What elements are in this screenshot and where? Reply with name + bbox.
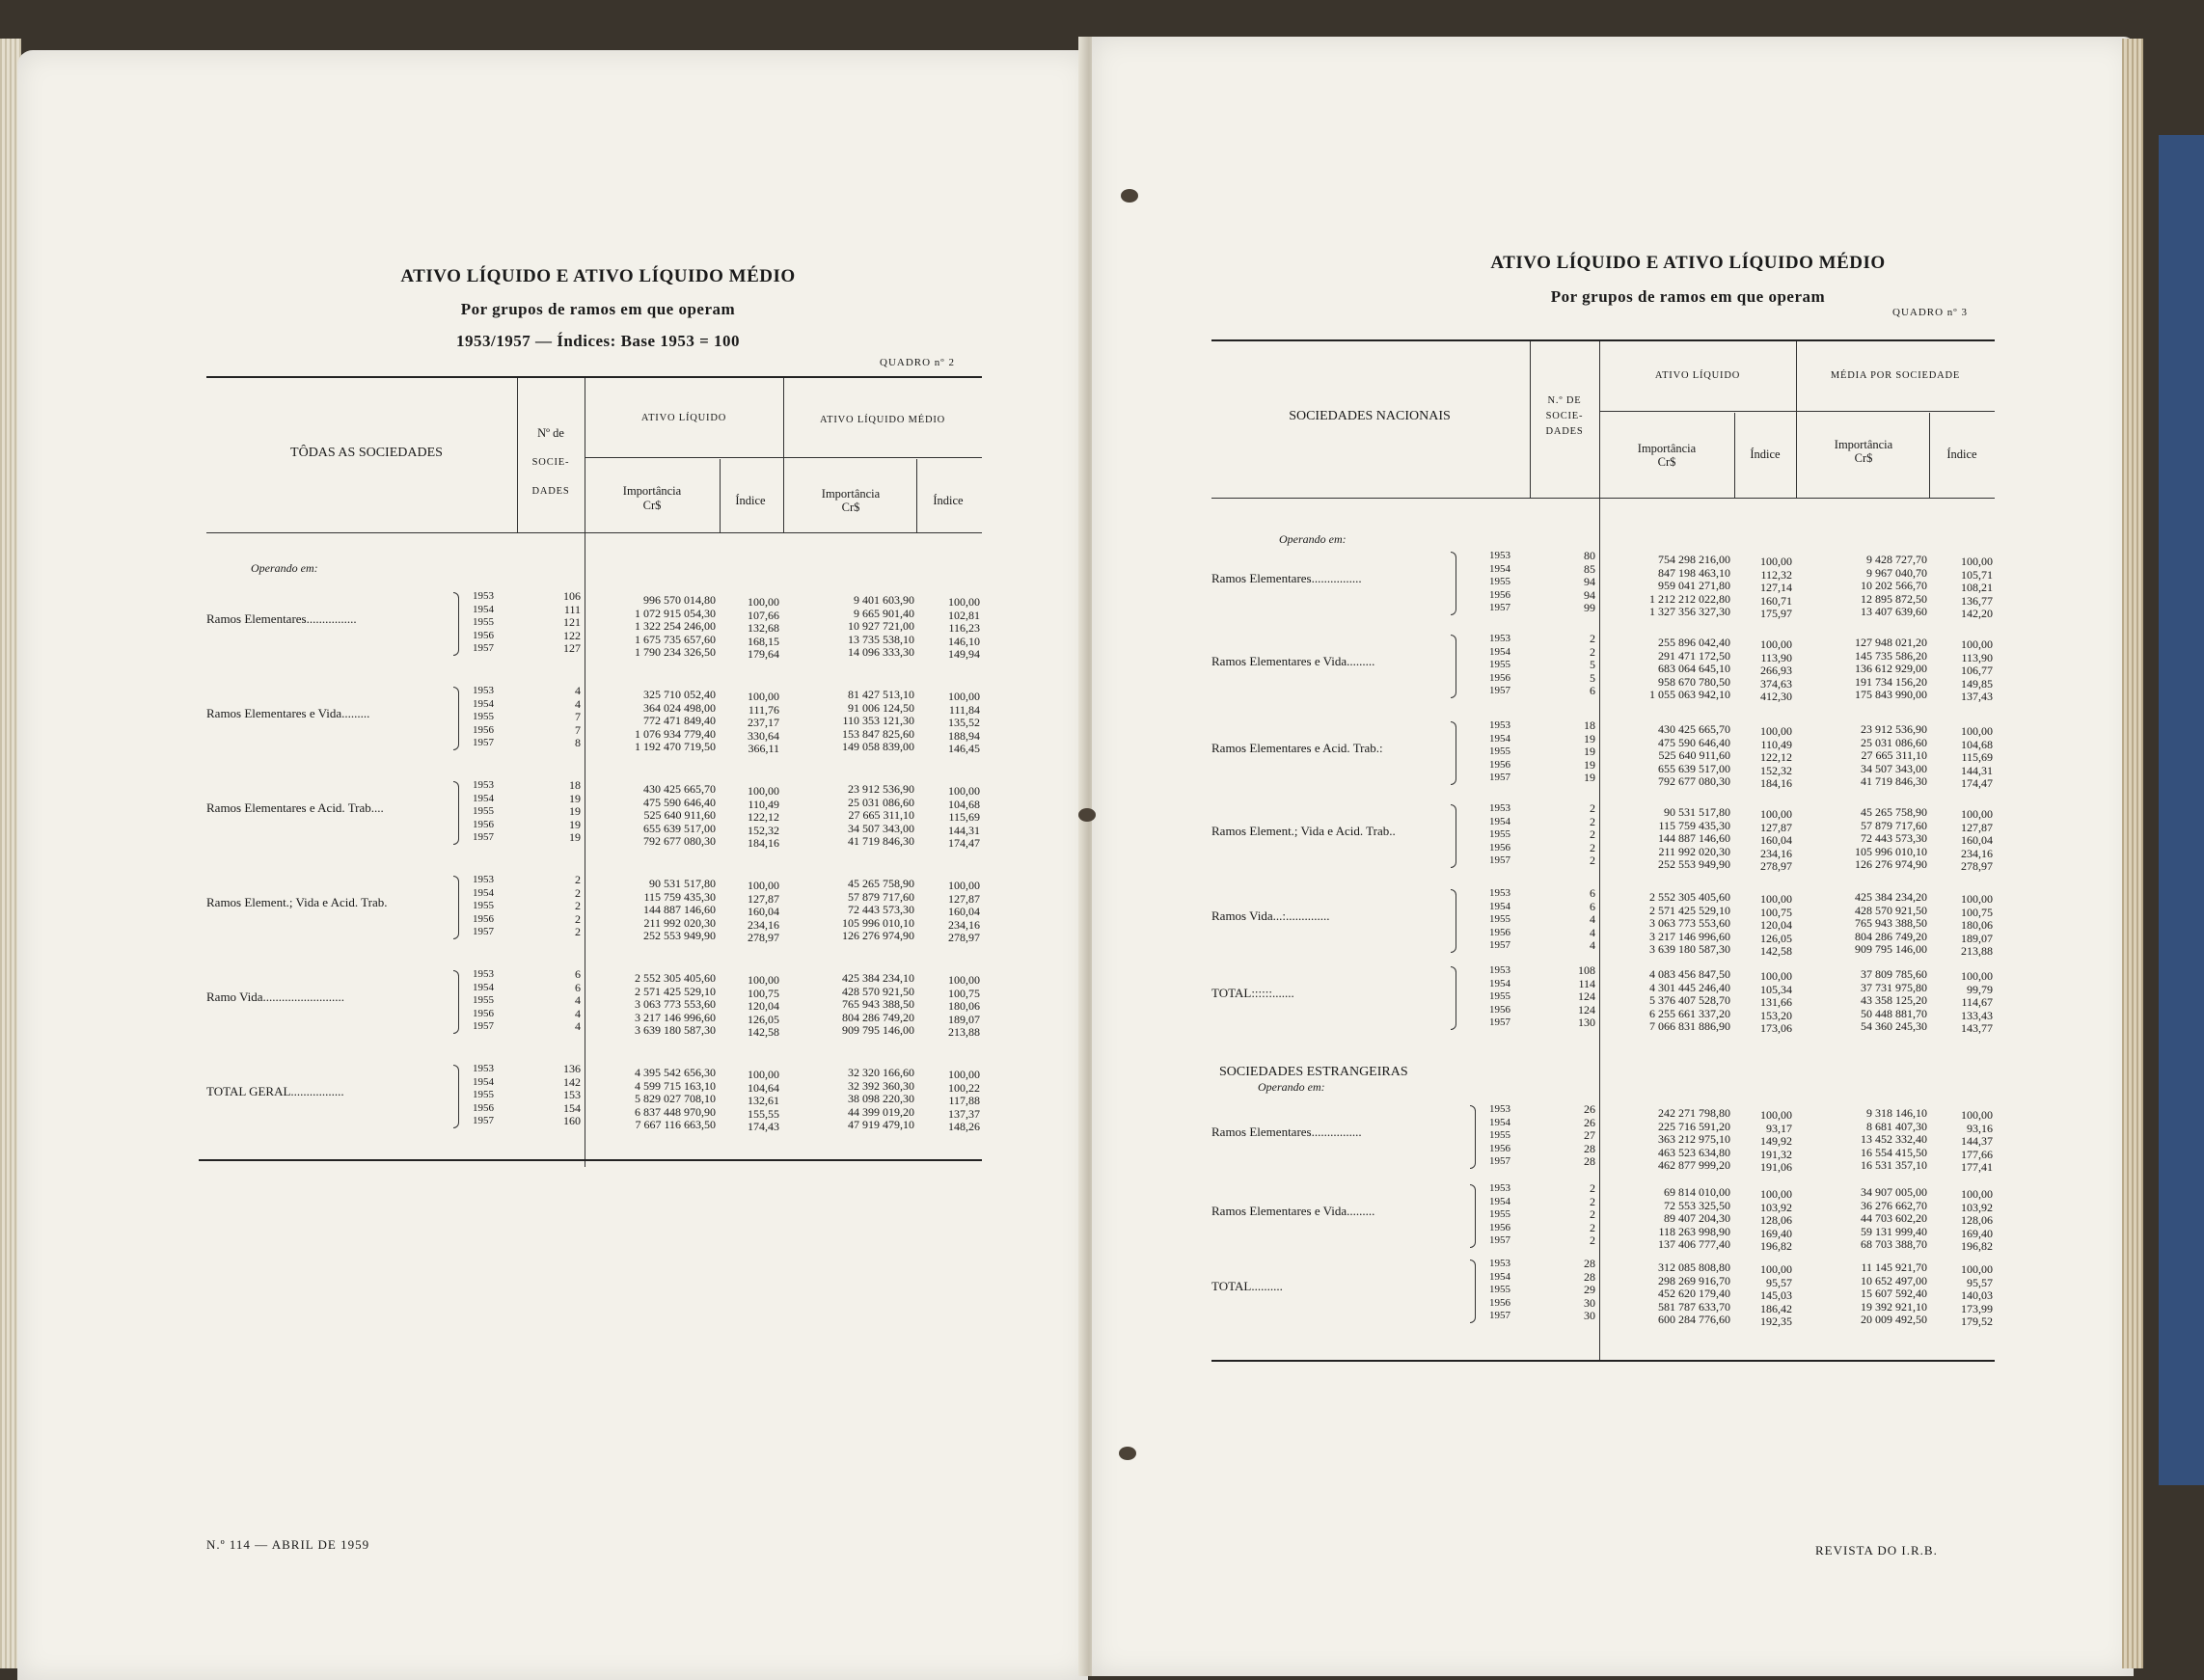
row-importancia-medio: 11 145 921,70 10 652 497,00 15 607 592,40 19 392 921,10 20 009 492,50 xyxy=(1861,1260,1927,1326)
left-col-cr-medio: Cr$ xyxy=(841,501,860,514)
right-quadro-label: QUADRO nº 3 xyxy=(1892,307,1968,318)
row-indice: 100,00 112,32 127,14 160,71 175,97 xyxy=(1760,555,1792,620)
right-col-divider xyxy=(1796,341,1797,498)
row-label: Ramo Vida.......................... xyxy=(206,989,345,1004)
row-importancia: 325 710 052,40 364 024 498,00 772 471 849,40 1 076 934 779,40 1 192 470 719,50 xyxy=(635,688,716,753)
right-col-importancia-media: Importância xyxy=(1834,438,1893,451)
row-nsoc: 108 114 124 124 130 xyxy=(1578,963,1595,1029)
row-indice: 100,00 127,87 160,04 234,16 278,97 xyxy=(748,879,779,944)
row-brace xyxy=(453,876,459,939)
row-years: 1953 1954 1955 1956 1957 xyxy=(473,968,494,1032)
row-years: 1953 1954 1955 1956 1957 xyxy=(473,874,494,937)
right-col-importancia: Importância xyxy=(1637,442,1697,455)
row-years: 1953 1954 1955 1956 1957 xyxy=(1489,887,1510,951)
book-page-edges-right xyxy=(2122,39,2143,1668)
row-importancia: 242 271 798,80 225 716 591,20 363 212 975,10 463 523 634,80 462 877 999,20 xyxy=(1658,1106,1730,1172)
row-label: Ramos Element.; Vida e Acid. Trab. xyxy=(206,895,388,909)
row-label: Ramos Element.; Vida e Acid. Trab.. xyxy=(1211,824,1396,838)
left-subtitle-base: 1953/1957 — Índices: Base 1953 = 100 xyxy=(455,332,741,350)
row-importancia: 255 896 042,40 291 471 172,50 683 064 645,10 958 670 780,50 1 055 063 942,10 xyxy=(1649,636,1730,701)
right-col-nsoc: N.º DE xyxy=(1547,395,1582,406)
row-brace xyxy=(453,1065,459,1128)
binding-stitch xyxy=(1078,808,1096,822)
row-label: TOTAL::::::....... xyxy=(1211,986,1294,1000)
row-brace xyxy=(453,970,459,1034)
left-col-divider xyxy=(517,378,518,532)
row-indice-medio: 100,00 104,68 115,69 144,31 174,47 xyxy=(1961,724,1993,790)
right-col-indice-media: Índice xyxy=(1946,447,1977,461)
left-operando-label: Operando em: xyxy=(251,561,318,575)
row-years: 1953 1954 1955 1956 1957 xyxy=(1489,802,1510,866)
right-table-top-rule xyxy=(1211,339,1995,341)
left-col-importancia-medio: Importância xyxy=(821,487,881,501)
row-importancia-medio: 32 320 166,60 32 392 360,30 38 098 220,30 44 399 019,20 47 919 479,10 xyxy=(848,1066,914,1131)
right-col-ativo: ATIVO LÍQUIDO xyxy=(1654,370,1741,381)
row-indice: 100,00 127,87 160,04 234,16 278,97 xyxy=(1760,807,1792,873)
row-years: 1953 1954 1955 1956 1957 xyxy=(473,779,494,843)
right-col-nsoc3: DADES xyxy=(1545,426,1584,437)
left-subheader-rule xyxy=(585,457,982,458)
left-col-importancia: Importância xyxy=(622,484,682,498)
row-indice: 100,00 110,49 122,12 152,32 184,16 xyxy=(748,784,779,850)
row-nsoc: 28 28 29 30 30 xyxy=(1584,1257,1595,1322)
row-indice-medio: 100,00 95,57 140,03 173,99 179,52 xyxy=(1961,1262,1993,1328)
right-col-cr: Cr$ xyxy=(1657,455,1676,469)
left-group-header: TÔDAS AS SOCIEDADES xyxy=(290,446,443,460)
row-importancia: 754 298 216,00 847 198 463,10 959 041 271,80 1 212 212 022,80 1 327 356 327,30 xyxy=(1649,553,1730,618)
left-col-nsoc: Nº de xyxy=(537,426,564,440)
row-label: Ramos Vida...:.............. xyxy=(1211,908,1330,923)
row-years: 1953 1954 1955 1956 1957 xyxy=(1489,1258,1510,1321)
row-label: Ramos Elementares................ xyxy=(206,611,357,626)
row-indice-medio: 100,00 99,79 114,67 133,43 143,77 xyxy=(1961,969,1993,1035)
row-indice: 100,00 105,34 131,66 153,20 173,06 xyxy=(1760,969,1792,1035)
row-indice: 100,00 93,17 149,92 191,32 191,06 xyxy=(1760,1108,1792,1174)
left-col-indice-medio: Índice xyxy=(933,494,964,507)
row-brace xyxy=(1451,966,1456,1030)
right-col-cr-media: Cr$ xyxy=(1854,451,1873,465)
left-col-indice: Índice xyxy=(735,494,766,507)
left-col-divider xyxy=(783,378,784,532)
row-importancia-medio: 34 907 005,00 36 276 662,70 44 703 602,20 59 131 999,40 68 703 388,70 xyxy=(1861,1185,1927,1251)
row-label: TOTAL GERAL................. xyxy=(206,1084,344,1098)
row-label: Ramos Elementares e Vida......... xyxy=(1211,1204,1375,1218)
row-importancia: 996 570 014,80 1 072 915 054,30 1 322 254 246,00 1 675 735 657,60 1 790 234 326,50 xyxy=(635,593,716,659)
row-nsoc: 2 2 2 2 2 xyxy=(1590,801,1595,867)
row-label: Ramos Elementares e Acid. Trab.... xyxy=(206,800,384,815)
left-col-cr: Cr$ xyxy=(642,499,662,512)
row-indice: 100,00 95,57 145,03 186,42 192,35 xyxy=(1760,1262,1792,1328)
row-brace xyxy=(453,781,459,845)
row-years: 1953 1954 1955 1956 1957 xyxy=(1489,1103,1510,1167)
right-section-estrangeiras: SOCIEDADES ESTRANGEIRAS xyxy=(1219,1065,1408,1079)
right-col-indice: Índice xyxy=(1750,447,1781,461)
row-brace xyxy=(1451,552,1456,615)
row-years: 1953 1954 1955 1956 1957 xyxy=(1489,633,1510,696)
binding-stitch xyxy=(1119,1447,1136,1460)
row-indice: 100,00 111,76 237,17 330,64 366,11 xyxy=(748,690,779,755)
row-importancia-medio: 45 265 758,90 57 879 717,60 72 443 573,30 105 996 010,10 126 276 974,90 xyxy=(842,877,914,942)
row-indice-medio: 100,00 105,71 108,21 136,77 142,20 xyxy=(1961,555,1993,620)
left-title: ATIVO LÍQUIDO E ATIVO LÍQUIDO MÉDIO xyxy=(400,266,796,286)
row-nsoc: 6 6 4 4 4 xyxy=(1590,886,1595,952)
right-col-media: MÉDIA POR SOCIEDADE xyxy=(1830,370,1961,381)
row-brace xyxy=(1470,1105,1476,1169)
row-years: 1953 1954 1955 1956 1957 xyxy=(473,590,494,654)
row-importancia-medio: 23 912 536,90 25 031 086,60 27 665 311,10 34 507 343,00 41 719 846,30 xyxy=(1861,722,1927,788)
left-table-bottom-rule xyxy=(199,1159,982,1161)
row-indice: 100,00 103,92 128,06 169,40 196,82 xyxy=(1760,1187,1792,1253)
row-years: 1953 1954 1955 1956 1957 xyxy=(1489,719,1510,783)
row-indice-medio: 100,00 103,92 128,06 169,40 196,82 xyxy=(1961,1187,1993,1253)
right-subheader-rule xyxy=(1599,411,1995,412)
row-label: Ramos Elementares................ xyxy=(1211,1125,1362,1139)
row-importancia-medio: 425 384 234,20 428 570 921,50 765 943 388,50 804 286 749,20 909 795 146,00 xyxy=(1855,890,1927,956)
row-indice: 100,00 100,75 120,04 126,05 142,58 xyxy=(1760,892,1792,958)
row-indice-medio: 100,00 100,75 180,06 189,07 213,88 xyxy=(1961,892,1993,958)
row-indice: 100,00 113,90 266,93 374,63 412,30 xyxy=(1760,637,1792,703)
row-brace xyxy=(1451,721,1456,785)
row-brace xyxy=(1451,889,1456,953)
row-importancia: 2 552 305 405,60 2 571 425 529,10 3 063 773 553,60 3 217 146 996,60 3 639 180 587,30 xyxy=(635,971,716,1037)
right-footer: REVISTA DO I.R.B. xyxy=(1815,1543,1938,1558)
left-page xyxy=(17,50,1088,1680)
row-indice-medio: 100,00 113,90 106,77 149,85 137,43 xyxy=(1961,637,1993,703)
row-nsoc: 18 19 19 19 19 xyxy=(1584,718,1595,784)
row-nsoc: 80 85 94 94 99 xyxy=(1584,549,1595,614)
right-group-header: SOCIEDADES NACIONAIS xyxy=(1289,409,1451,423)
row-years: 1953 1954 1955 1956 1957 xyxy=(473,1063,494,1126)
left-table-top-rule xyxy=(206,376,982,378)
row-indice: 100,00 104,64 132,61 155,55 174,43 xyxy=(748,1068,779,1133)
row-importancia-medio: 23 912 536,90 25 031 086,60 27 665 311,10 34 507 343,00 41 719 846,30 xyxy=(848,782,914,848)
row-nsoc: 106 111 121 122 127 xyxy=(563,589,581,655)
row-nsoc: 6 6 4 4 4 xyxy=(575,967,581,1033)
row-nsoc: 2 2 2 2 2 xyxy=(575,873,581,938)
right-col-divider xyxy=(1530,341,1531,498)
row-brace xyxy=(1451,635,1456,698)
row-indice-medio: 100,00 102,81 116,23 146,10 149,94 xyxy=(948,595,980,661)
row-label: Ramos Elementares e Vida......... xyxy=(1211,654,1375,668)
row-nsoc: 2 2 2 2 2 xyxy=(1590,1181,1595,1247)
row-importancia-medio: 9 318 146,10 8 681 407,30 13 452 332,40 16 554 415,50 16 531 357,10 xyxy=(1861,1106,1927,1172)
row-label: Ramos Elementares e Acid. Trab.: xyxy=(1211,741,1383,755)
left-col-nsoc2: SOCIE- xyxy=(531,457,570,468)
left-quadro-label: QUADRO nº 2 xyxy=(880,357,955,368)
row-brace xyxy=(453,592,459,656)
row-indice-medio: 100,00 127,87 160,04 234,16 278,97 xyxy=(948,879,980,944)
right-operando-label: Operando em: xyxy=(1279,532,1347,546)
row-importancia-medio: 425 384 234,10 428 570 921,50 765 943 388,50 804 286 749,20 909 795 146,00 xyxy=(842,971,914,1037)
right-title: ATIVO LÍQUIDO E ATIVO LÍQUIDO MÉDIO xyxy=(1490,253,1886,273)
row-brace xyxy=(1470,1184,1476,1248)
row-brace xyxy=(453,687,459,750)
row-brace xyxy=(1451,804,1456,868)
left-col-ativo-medio: ATIVO LÍQUIDO MÉDIO xyxy=(819,415,946,425)
right-operando-label-2: Operando em: xyxy=(1258,1080,1325,1094)
row-years: 1953 1954 1955 1956 1957 xyxy=(1489,1182,1510,1246)
row-importancia-medio: 9 401 603,90 9 665 901,40 10 927 721,00 13 735 538,10 14 096 333,30 xyxy=(848,593,914,659)
left-col-nsoc3: DADES xyxy=(531,486,570,497)
row-label: Ramos Elementares e Vida......... xyxy=(206,706,370,720)
book-cover-edge xyxy=(2159,135,2204,1485)
row-importancia-medio: 45 265 758,90 57 879 717,60 72 443 573,30 105 996 010,10 126 276 974,90 xyxy=(1855,805,1927,871)
right-table-bottom-rule xyxy=(1211,1360,1995,1362)
row-nsoc: 136 142 153 154 160 xyxy=(563,1062,581,1127)
row-indice: 100,00 107,66 132,68 168,15 179,64 xyxy=(748,595,779,661)
row-indice: 100,00 110,49 122,12 152,32 184,16 xyxy=(1760,724,1792,790)
row-importancia: 90 531 517,80 115 759 435,30 144 887 146,60 211 992 020,30 252 553 949,90 xyxy=(1658,805,1730,871)
row-importancia-medio: 81 427 513,10 91 006 124,50 110 353 121,30 153 847 825,60 149 058 839,00 xyxy=(842,688,914,753)
row-brace xyxy=(1470,1260,1476,1323)
row-indice-medio: 100,00 104,68 115,69 144,31 174,47 xyxy=(948,784,980,850)
row-indice-medio: 100,00 127,87 160,04 234,16 278,97 xyxy=(1961,807,1993,873)
right-subtitle: Por grupos de ramos em que operam xyxy=(1550,287,1826,306)
row-indice-medio: 100,00 100,75 180,06 189,07 213,88 xyxy=(948,973,980,1039)
right-header-bottom-rule xyxy=(1211,498,1995,499)
row-label: Ramos Elementares................ xyxy=(1211,571,1362,585)
row-indice: 100,00 100,75 120,04 126,05 142,58 xyxy=(748,973,779,1039)
row-importancia-medio: 9 428 727,70 9 967 040,70 10 202 566,70 12 895 872,50 13 407 639,60 xyxy=(1861,553,1927,618)
row-indice-medio: 100,00 93,16 144,37 177,66 177,41 xyxy=(1961,1108,1993,1174)
row-indice-medio: 100,00 111,84 135,52 188,94 146,45 xyxy=(948,690,980,755)
row-years: 1953 1954 1955 1956 1957 xyxy=(1489,550,1510,613)
row-importancia: 312 085 808,80 298 269 916,70 452 620 179,40 581 787 633,70 600 284 776,60 xyxy=(1658,1260,1730,1326)
row-importancia: 90 531 517,80 115 759 435,30 144 887 146,60 211 992 020,30 252 553 949,90 xyxy=(643,877,716,942)
left-col-ativo: ATIVO LÍQUIDO xyxy=(640,413,727,423)
left-header-bottom-rule xyxy=(206,532,982,533)
left-subtitle: Por grupos de ramos em que operam xyxy=(460,300,736,318)
row-importancia: 4 083 456 847,50 4 301 445 246,40 5 376 407 528,70 6 255 661 337,20 7 066 831 886,90 xyxy=(1649,967,1730,1033)
row-importancia: 69 814 010,00 72 553 325,50 89 407 204,30 118 263 998,90 137 406 777,40 xyxy=(1658,1185,1730,1251)
binding-stitch xyxy=(1121,189,1138,203)
right-col-divider xyxy=(1599,341,1600,1360)
row-years: 1953 1954 1955 1956 1957 xyxy=(473,685,494,748)
row-nsoc: 26 26 27 28 28 xyxy=(1584,1102,1595,1168)
left-footer: N.º 114 — ABRIL DE 1959 xyxy=(206,1537,370,1552)
row-importancia-medio: 127 948 021,20 145 735 586,20 136 612 929,00 191 734 156,20 175 843 990,00 xyxy=(1855,636,1927,701)
row-nsoc: 4 4 7 7 8 xyxy=(575,684,581,749)
right-col-nsoc2: SOCIE- xyxy=(1545,411,1584,421)
row-indice-medio: 100,00 100,22 117,88 137,37 148,26 xyxy=(948,1068,980,1133)
row-importancia: 2 552 305 405,60 2 571 425 529,10 3 063 773 553,60 3 217 146 996,60 3 639 180 587,30 xyxy=(1649,890,1730,956)
row-importancia-medio: 37 809 785,60 37 731 975,80 43 358 125,20 50 448 881,70 54 360 245,30 xyxy=(1861,967,1927,1033)
row-importancia: 430 425 665,70 475 590 646,40 525 640 911,60 655 639 517,00 792 677 080,30 xyxy=(1658,722,1730,788)
row-nsoc: 2 2 5 5 6 xyxy=(1590,632,1595,697)
row-nsoc: 18 19 19 19 19 xyxy=(569,778,581,844)
row-importancia: 4 395 542 656,30 4 599 715 163,10 5 829 027 708,10 6 837 448 970,90 7 667 116 663,50 xyxy=(635,1066,716,1131)
row-label: TOTAL.......... xyxy=(1211,1279,1283,1293)
row-importancia: 430 425 665,70 475 590 646,40 525 640 911,60 655 639 517,00 792 677 080,30 xyxy=(643,782,716,848)
row-years: 1953 1954 1955 1956 1957 xyxy=(1489,964,1510,1028)
